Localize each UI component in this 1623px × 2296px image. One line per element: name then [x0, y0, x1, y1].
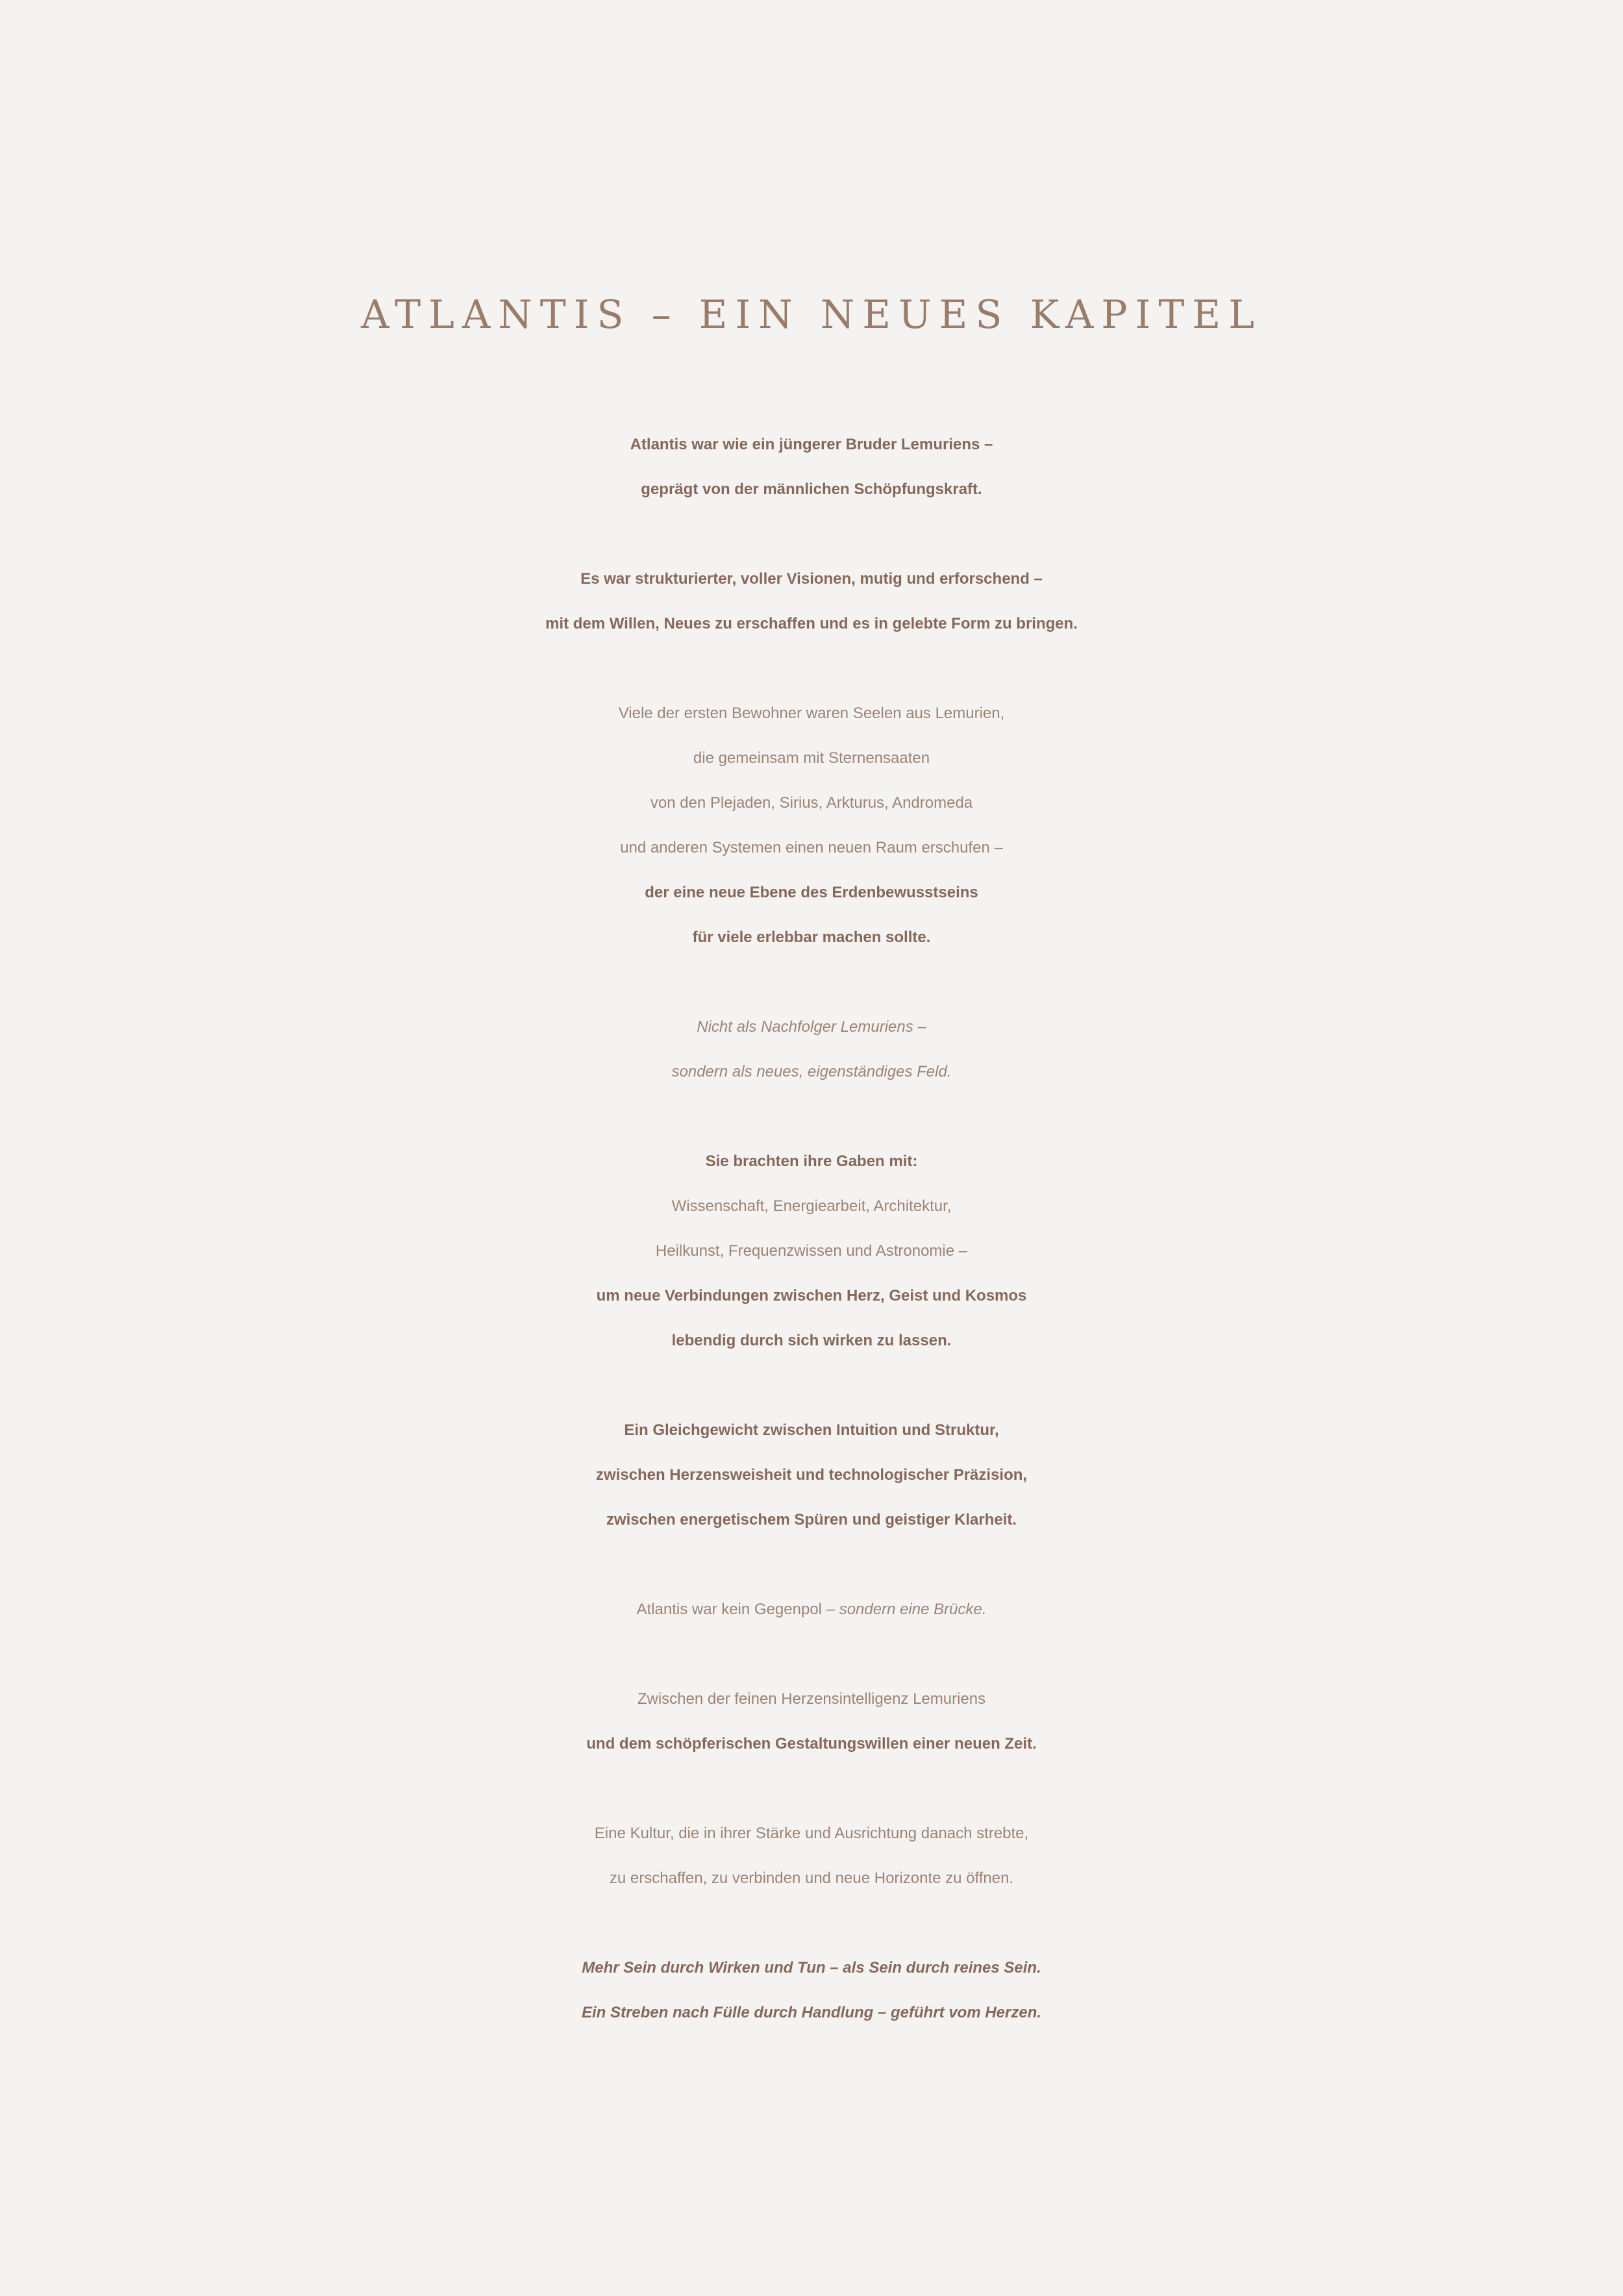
- text-line: Mehr Sein durch Wirken und Tun – als Sein durch reines Sein.: [582, 1959, 1041, 1977]
- text-line: Nicht als Nachfolger Lemuriens –: [697, 1018, 926, 1036]
- text-line: Ein Gleichgewicht zwischen Intuition und Struktur,: [624, 1421, 999, 1439]
- text-line: Heilkunst, Frequenzwissen und Astronomie –: [655, 1242, 968, 1260]
- text-segment-regular: Atlantis war kein Gegenpol –: [636, 1601, 839, 1618]
- paragraph-gap: [0, 960, 1623, 1004]
- text-line: Viele der ersten Bewohner waren Seelen aus Lemurien,: [618, 705, 1005, 722]
- text-line: Zwischen der feinen Herzensintelligenz Lemuriens: [637, 1690, 986, 1708]
- text-line: der eine neue Ebene des Erdenbewusstseins: [645, 884, 978, 901]
- body-text: [0, 422, 1623, 2035]
- text-line: Wissenschaft, Energiearbeit, Architektur,: [671, 1197, 952, 1215]
- text-line: zwischen Herzensweisheit und technologischer Präzision,: [595, 1466, 1028, 1484]
- paragraph-gap: [0, 1632, 1623, 1677]
- text-line: die gemeinsam mit Sternensaaten: [693, 749, 930, 767]
- paragraph-gap: [0, 512, 1623, 556]
- text-line: für viele erlebbar machen sollte.: [692, 929, 931, 946]
- text-line: um neue Verbindungen zwischen Herz, Geist und Kosmos: [596, 1287, 1027, 1304]
- text-line: zu erschaffen, zu verbinden und neue Horizonte zu öffnen.: [609, 1869, 1014, 1887]
- text-line: von den Plejaden, Sirius, Arkturus, Andromeda: [650, 794, 973, 812]
- text-line: und anderen Systemen einen neuen Raum erschufen –: [620, 839, 1003, 856]
- paragraph-gap: [0, 1363, 1623, 1408]
- text-line: und dem schöpferischen Gestaltungswillen einer neuen Zeit.: [586, 1735, 1037, 1753]
- paragraph-gap: [0, 1542, 1623, 1587]
- paragraph-gap: [0, 646, 1623, 691]
- text-line: Sie brachten ihre Gaben mit:: [705, 1153, 918, 1170]
- text-line: zwischen energetischem Spüren und geistiger Klarheit.: [606, 1511, 1017, 1529]
- text-line: sondern als neues, eigenständiges Feld.: [671, 1063, 952, 1080]
- text-line: mit dem Willen, Neues zu erschaffen und es in gelebte Form zu bringen.: [545, 615, 1078, 632]
- text-line: Atlantis war wie ein jüngerer Bruder Lemuriens –: [630, 436, 993, 453]
- text-line: Es war strukturierter, voller Visionen, mutig und erforschend –: [580, 570, 1043, 588]
- text-line: Eine Kultur, die in ihrer Stärke und Ausrichtung danach strebte,: [594, 1825, 1029, 1842]
- paragraph-gap: [0, 1901, 1623, 1945]
- paragraph-gap: [0, 1094, 1623, 1139]
- text-line: geprägt von der männlichen Schöpfungskraft.: [641, 480, 982, 498]
- paragraph-gap: [0, 1766, 1623, 1811]
- text-line: [0, 1587, 1623, 1632]
- text-line: Ein Streben nach Fülle durch Handlung – geführt vom Herzen.: [581, 2004, 1042, 2021]
- page-title: ATLANTIS – EIN NEUES KAPITEL: [360, 292, 1263, 338]
- text-segment-italic: sondern eine Brücke.: [839, 1601, 987, 1618]
- text-line: lebendig durch sich wirken zu lassen.: [671, 1332, 952, 1349]
